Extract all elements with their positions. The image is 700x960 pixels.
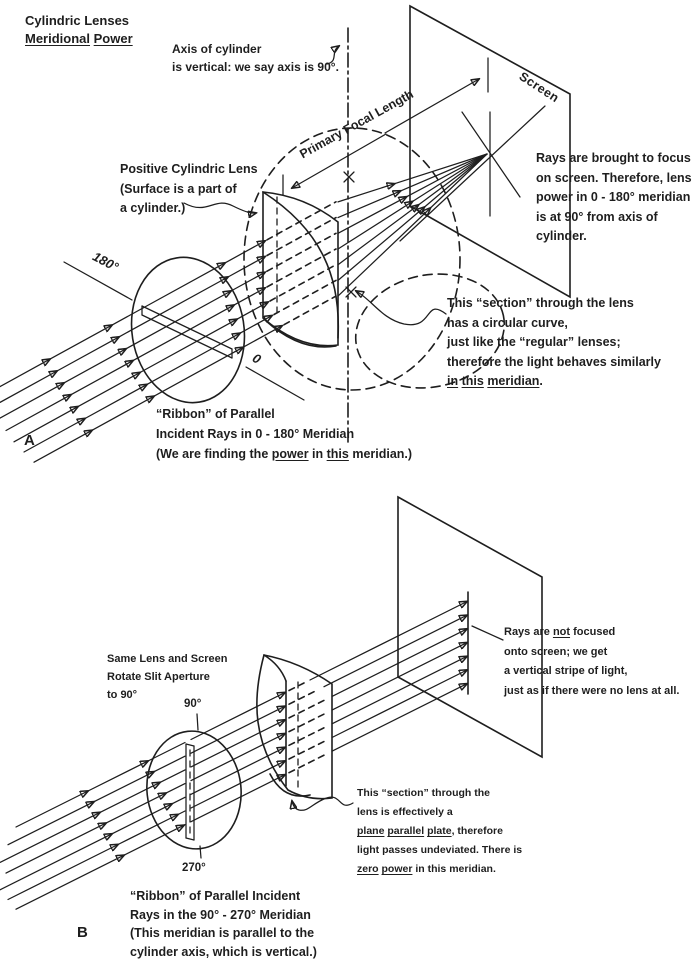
primary-focal-length-label: Primary Focal Length [297, 87, 416, 162]
panel-letter-b: B [77, 924, 88, 941]
positive-cylindric-lens-label: Positive Cylindric Lens (Surface is a part of a cylinder.) [120, 162, 258, 215]
plane-parallel-plate-note: This “section” through the lens is effectively a plane parallel plate, therefore light passes undeviated. There is zero power in this meridian. [357, 787, 523, 875]
same-lens-note: Same Lens and Screen Rotate Slit Aperture to 90° [107, 653, 228, 701]
axis-of-cylinder-note: Axis of cylinder is vertical: we say axis is 90°. [172, 42, 339, 74]
figure-title: Cylindric Lenses Meridional Power [25, 13, 133, 46]
cylindric-lens-b [257, 655, 332, 799]
axis-intersection-x-marks [344, 172, 356, 297]
meridian-180-label: 180° [90, 248, 121, 275]
rays-not-focused-note: Rays are not focused onto screen; we get a vertical stripe of light, just as if there were no lens at all. [504, 626, 680, 697]
rays-focus-note: Rays are brought to focus on screen. Therefore, lens power in 0 - 180° meridian is at 90° from axis of cylinder. [536, 151, 692, 243]
ribbon-caption-b: “Ribbon” of Parallel Incident Rays in the 90° - 270° Meridian (This meridian is parallel to the cylinder axis, which is vertical.) [130, 889, 317, 959]
focal-length-arrow [283, 58, 488, 208]
meridian-270-label: 270° [182, 862, 206, 874]
section-pointer-arrow-a [356, 291, 446, 325]
cylindric-lens-a [263, 192, 338, 347]
stripe-pointer-line [472, 626, 503, 640]
meridian-0-label: 0 [249, 350, 264, 367]
circular-section-note: This “section” through the lens has a circular curve, just like the “regular” lenses; therefore the light behaves similarly in this meridian. [447, 296, 661, 388]
meridian-90-label: 90° [184, 698, 202, 710]
focal-point-star [400, 106, 545, 241]
undeviated-rays-b [310, 602, 467, 752]
screen-label: Screen [516, 69, 562, 106]
section-pointer-arrow-b [292, 797, 353, 810]
ribbon-caption-a: “Ribbon” of Parallel Incident Rays in 0 - 180° Meridian (We are finding the power in this meridian.) [156, 407, 413, 461]
converging-rays-a [338, 154, 487, 296]
panel-letter-a: A [24, 432, 35, 449]
